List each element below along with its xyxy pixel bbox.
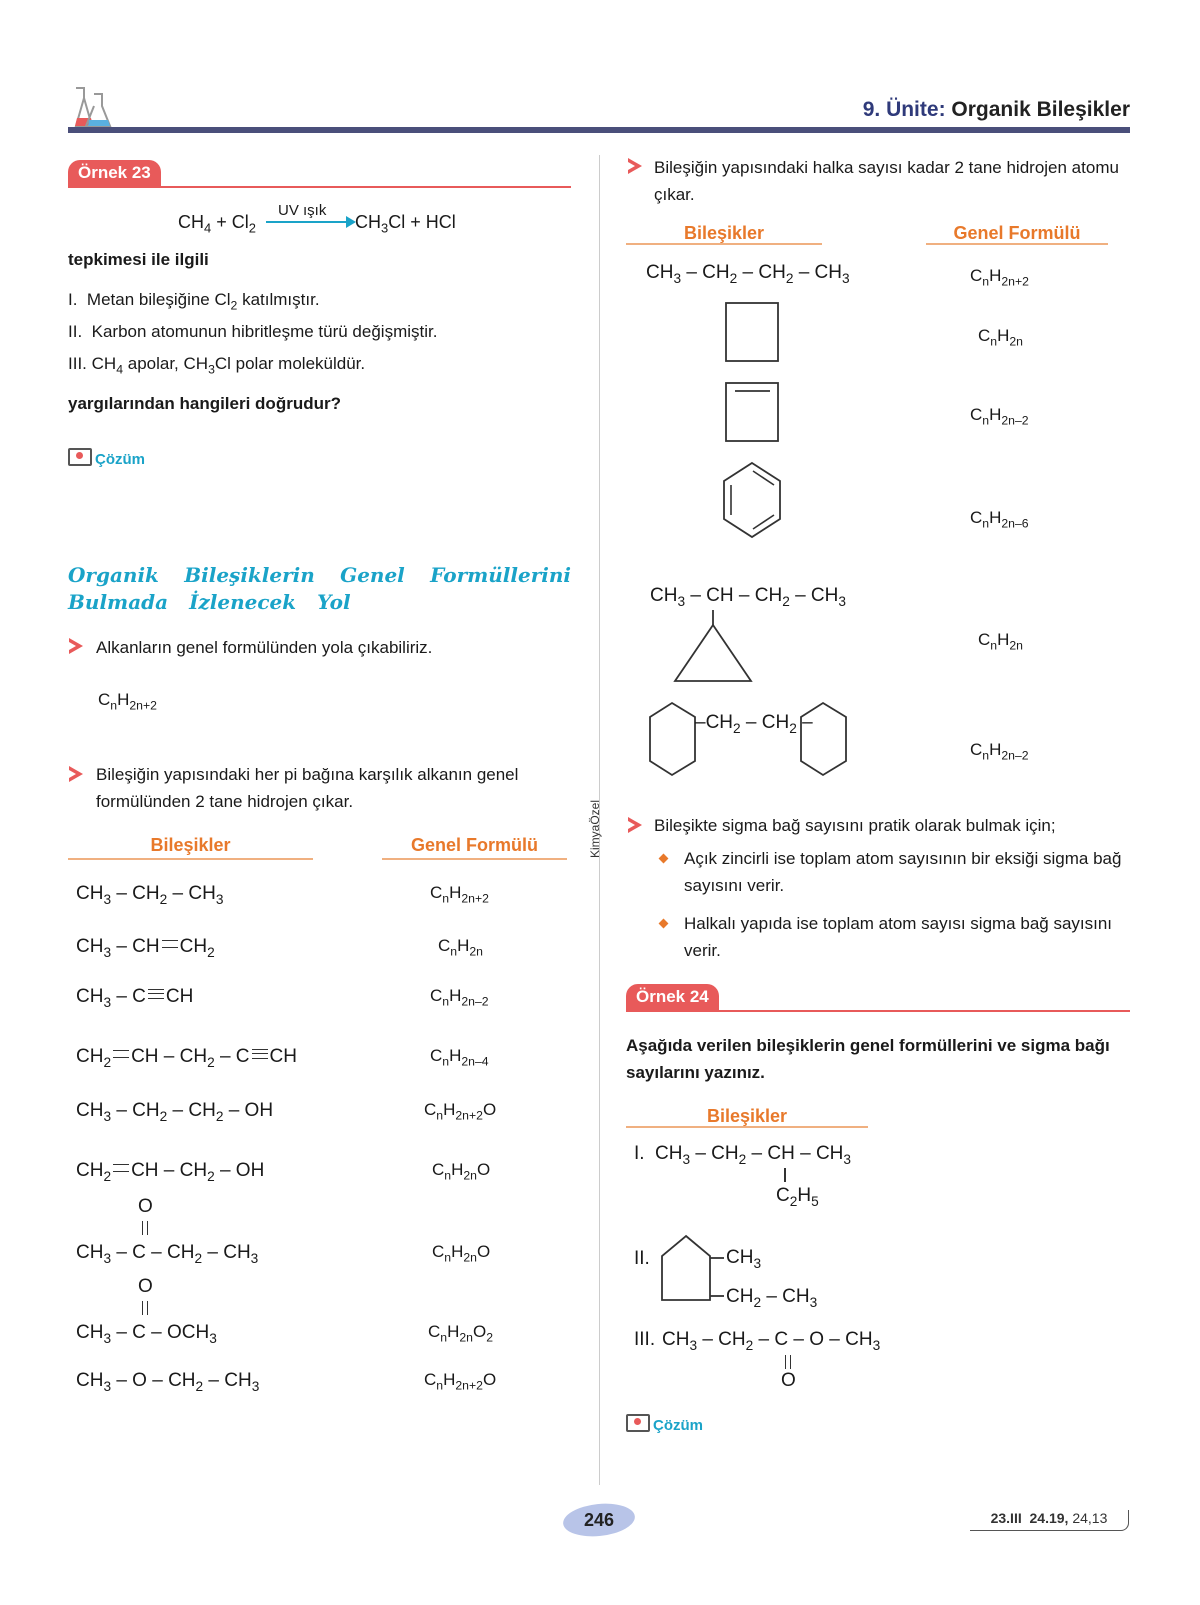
right-formula-5: $C_nH_{2n}$ xyxy=(978,630,1023,653)
bullet-arrow-icon xyxy=(69,766,83,782)
ex24-label-3: III. xyxy=(634,1329,656,1350)
compound-butanone-o: O xyxy=(138,1196,153,1217)
right-formula-6: $C_nH_{2n-2}$ xyxy=(970,740,1029,763)
compound-propyne: $CH_3$ – C CH xyxy=(76,986,194,1010)
reaction-arrow xyxy=(266,221,352,223)
sigma-ring: Halkalı yapıda ise toplam atom sayısı sigma bağ sayısını verir. xyxy=(684,914,1113,960)
example-24-question: Aşağıda verilen bileşiklerin genel formüllerini ve sigma bağı sayılarını yazınız. xyxy=(626,1036,1110,1082)
solution-link-24[interactable]: Çözüm xyxy=(626,1414,703,1434)
statement-1: I. Metan bileşiğine $Cl_2$ katılmıştır. xyxy=(68,290,320,313)
right-formula-3: $C_nH_{2n-2}$ xyxy=(970,405,1029,428)
bullet-sigma: Bileşikte sigma bağ sayısını pratik olarak bulmak için; xyxy=(654,816,1056,835)
ex24-compound-2-methyl: $CH_3$ xyxy=(726,1247,762,1271)
ex24-compound-1: $CH_3 - CH_2$ – CH – $CH_3$ xyxy=(655,1143,851,1167)
compound-ether: $CH_3$ – O – $CH_2 - CH_3$ xyxy=(76,1370,260,1394)
bullet-arrow-icon xyxy=(628,817,642,833)
bullet-alkane: Alkanların genel formülünden yola çıkabiliriz. xyxy=(96,638,433,657)
left-formula-9: $C_nH_{2n+2}O$ xyxy=(424,1370,497,1393)
reaction-equation: $CH_4 + Cl_2$ xyxy=(178,212,256,236)
compound-butanone: $CH_3$ – C – $CH_2 - CH_3$ xyxy=(76,1242,259,1266)
diamond-bullet-icon xyxy=(659,854,669,864)
compound-propene: $CH_3$ – CH $CH_2$ xyxy=(76,936,215,960)
header-title xyxy=(863,98,1130,122)
left-formula-5: $C_nH_{2n+2}O$ xyxy=(424,1100,497,1123)
ex24-compound-1-branch: $C_2H_5$ xyxy=(776,1185,819,1209)
example-23-line xyxy=(68,186,571,188)
left-formula-3: $C_nH_{2n-2}$ xyxy=(430,986,489,1009)
left-formula-7: $C_nH_{2n}O$ xyxy=(432,1242,491,1265)
left-formula-2: $C_nH_{2n}$ xyxy=(438,936,483,959)
compound-methylcyclopropane-chain: $CH_3$ – CH – $CH_2 - CH_3$ xyxy=(650,585,846,609)
unit-title: Organik Bileşikler xyxy=(951,98,1130,121)
bullet-ring: Bileşiğin yapısındaki halka sayısı kadar 2 tane hidrojen atomu çıkar. xyxy=(654,158,1119,204)
bullet-arrow-icon xyxy=(628,158,642,174)
example-24-title: Örnek 24 xyxy=(626,984,719,1010)
example-23-question: yargılarından hangileri doğrudur? xyxy=(68,394,341,413)
diamond-bullet-icon xyxy=(659,919,669,929)
unit-label: 9. Ünite: xyxy=(862,98,946,121)
left-formula-8: $C_nH_{2n}O_2$ xyxy=(428,1322,494,1345)
section-heading: Organik Bileşiklerin Genel Formüllerini Bulmada İzlenecek Yol xyxy=(68,563,571,614)
left-formula-1: $C_nH_{2n+2}$ xyxy=(430,883,489,906)
alkane-general-formula: $C_nH_{2n+2}$ xyxy=(98,690,157,713)
statement-2: II. Karbon atomunun hibritleşme türü değişmiştir. xyxy=(68,322,438,341)
example-23-intro: tepkimesi ile ilgili xyxy=(68,250,209,269)
ex24-label-1: I. xyxy=(634,1143,645,1164)
right-col-compounds: Bileşikler xyxy=(683,223,765,243)
flask-icon xyxy=(70,84,116,132)
right-col-formula: Genel Formülü xyxy=(953,223,1081,243)
solution-link-23[interactable]: Çözüm xyxy=(68,448,145,468)
cyclopentane-shape xyxy=(660,1234,730,1304)
compound-pentenyne: $CH_2$ CH – $CH_2$ – C CH xyxy=(76,1046,297,1070)
right-formula-4: $C_nH_{2n-6}$ xyxy=(970,508,1029,531)
cyclohexane-left-shape xyxy=(650,703,695,775)
sigma-open-chain: Açık zincirli ise toplam atom sayısının bir eksiği sigma bağ sayısını verir. xyxy=(684,849,1122,895)
ex24-compound-2-ethyl: $CH_2 - CH_3$ xyxy=(726,1286,818,1310)
bullet-pi-bond: Bileşiğin yapısındaki her pi bağına karşılık alkanın genel formülünden 2 tane hidrojen çıkar. xyxy=(96,765,519,811)
right-formula-1: $C_nH_{2n+2}$ xyxy=(970,266,1029,289)
reaction-arrow-label: UV ışık xyxy=(278,202,327,219)
example-24-col-compounds: Bileşikler xyxy=(706,1106,788,1126)
compound-methyl-acetate-o: O xyxy=(138,1276,153,1297)
sidebar-brand: KimyaÖzel xyxy=(588,799,602,858)
cyclobutane-shape xyxy=(726,303,778,361)
compound-methyl-acetate: $CH_3$ – C – $OCH_3$ xyxy=(76,1322,217,1346)
compound-propanol: $CH_3 - CH_2 - CH_2$ – OH xyxy=(76,1100,274,1124)
left-col-formula: Genel Formülü xyxy=(410,835,538,855)
left-formula-4: $C_nH_{2n-4}$ xyxy=(430,1046,489,1069)
statement-3: III. $CH_4$ apolar, $CH_3Cl$ polar moleküldür. xyxy=(68,354,366,377)
left-formula-6: $C_nH_{2n}O$ xyxy=(432,1160,491,1183)
video-icon xyxy=(68,448,92,466)
ex24-compound-3: $CH_3 - CH_2$ – C – O – $CH_3$ xyxy=(662,1329,881,1353)
cyclopropane-shape xyxy=(675,625,751,681)
ex24-compound-3-o: O xyxy=(781,1370,796,1391)
example-24-line xyxy=(626,1010,1130,1012)
video-icon xyxy=(626,1414,650,1432)
right-formula-2: $C_nH_{2n}$ xyxy=(978,326,1023,349)
compound-propane: $CH_3 - CH_2 - CH_3$ xyxy=(76,883,224,907)
bullet-arrow-icon xyxy=(69,638,83,654)
page-number: 246 xyxy=(583,1510,615,1530)
ex24-label-2: II. xyxy=(634,1248,650,1269)
compound-butane: $CH_3 - CH_2 - CH_2 - CH_3$ xyxy=(646,262,850,286)
example-23-title: Örnek 23 xyxy=(68,160,161,186)
footer-refs: 23.III 24.19, 24,13 xyxy=(970,1510,1129,1531)
compound-allyl-alcohol: $CH_2$ CH – $CH_2$ – OH xyxy=(76,1160,265,1184)
reaction-products: $CH_3Cl$ + HCl xyxy=(355,212,456,236)
compound-dicyclohexylethane-chain: $-CH_2 - CH_2$ – xyxy=(695,712,813,736)
header-bar xyxy=(68,127,1130,133)
left-col-compounds: Bileşikler xyxy=(150,835,231,855)
benzene-shape xyxy=(724,463,780,537)
